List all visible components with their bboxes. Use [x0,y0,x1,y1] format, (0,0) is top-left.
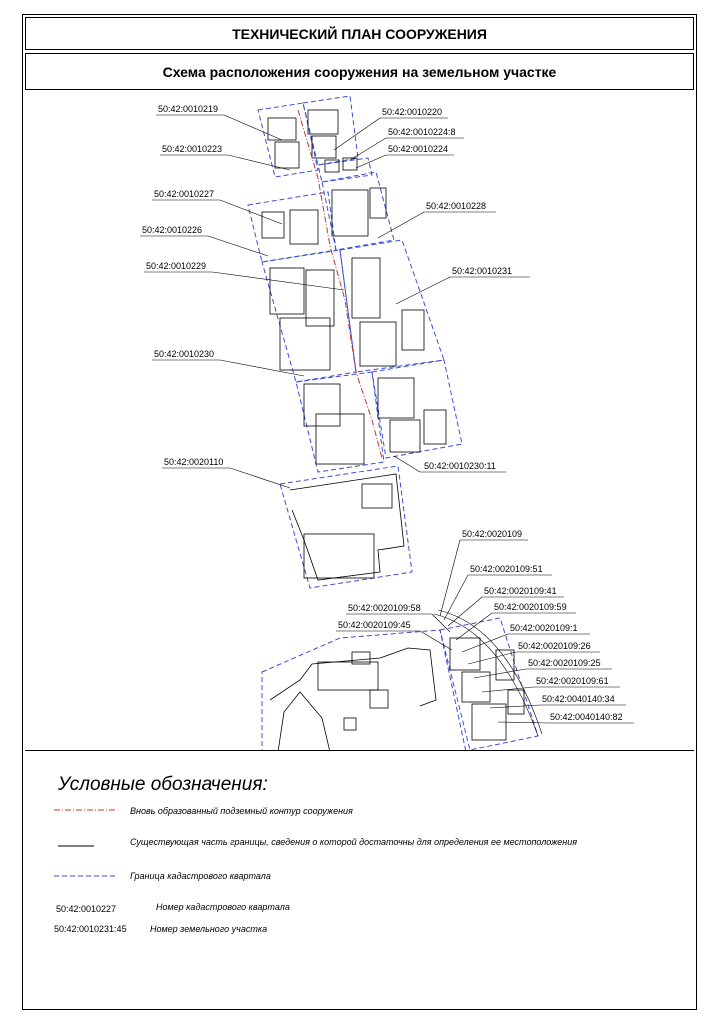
legend-quarter-text: Номер кадастрового квартала [156,902,290,912]
legend-symbols [52,802,122,892]
label-parcel-0109-51: 50:42:0020109:51 [470,564,543,574]
quarter-0227-boundary [248,192,336,262]
label-quarter-0230: 50:42:0010230 [154,349,215,359]
label-quarter-0227: 50:42:0010227 [154,189,215,199]
label-quarter-0231: 50:42:0010231 [452,266,513,276]
label-parcel-0224-8: 50:42:0010224:8 [388,127,456,137]
legend-text-existing-boundary: Существующая часть границы, сведения о которой достаточны для определения ее местоположения [130,837,578,847]
label-quarter-0110: 50:42:0020110 [164,457,224,467]
label-parcel-0230-11: 50:42:0010230:11 [424,461,496,471]
page-subtitle: Схема расположения сооружения на земельном участке [25,53,694,90]
quarter-0230b-boundary [372,360,462,458]
label-parcel-0109-45: 50:42:0020109:45 [338,620,411,630]
legend-text-quarter-boundary: Граница кадастрового квартала [130,871,271,881]
quarter-boundaries [248,96,538,751]
label-quarter-0228: 50:42:0010228 [426,201,487,211]
legend-text-new-contour: Вновь образованный подземный контур сооружения [130,806,353,816]
legend-quarter-code: 50:42:0010227 [56,904,117,914]
label-quarter-0229: 50:42:0010229 [146,261,207,271]
label-quarter-0220: 50:42:0010220 [382,107,443,117]
label-quarter-0223: 50:42:0010223 [162,144,223,154]
label-parcel-0109-58: 50:42:0020109:58 [348,603,421,613]
page-title: ТЕХНИЧЕСКИЙ ПЛАН СООРУЖЕНИЯ [25,17,694,50]
label-parcel-0109-41: 50:42:0020109:41 [484,586,557,596]
legend-title: Условные обозначения: [58,774,268,795]
label-parcel-0109-1: 50:42:0020109:1 [510,623,578,633]
label-quarter-0224: 50:42:0010224 [388,144,449,154]
label-quarter-0109: 50:42:0020109 [462,529,523,539]
legend-parcel-code: 50:42:0010231:45 [54,924,127,934]
cadastral-map [25,93,694,751]
label-parcel-0140-34: 50:42:0040140:34 [542,694,615,704]
legend-parcel-text: Номер земельного участка [150,924,268,934]
label-quarter-0226: 50:42:0010226 [142,225,203,235]
quarter-0228-boundary [322,172,394,250]
map-drawing [25,93,694,751]
label-parcel-0109-61: 50:42:0020109:61 [536,676,609,686]
label-quarter-0219: 50:42:0010219 [158,104,219,114]
label-parcel-0109-59: 50:42:0020109:59 [494,602,567,612]
label-parcel-0109-26: 50:42:0020109:26 [518,641,591,651]
label-parcel-0140-82: 50:42:0040140:82 [550,712,623,722]
quarter-0109-boundary [262,630,466,751]
label-parcel-0109-25: 50:42:0020109:25 [528,658,601,668]
quarter-0231-boundary [340,240,444,372]
